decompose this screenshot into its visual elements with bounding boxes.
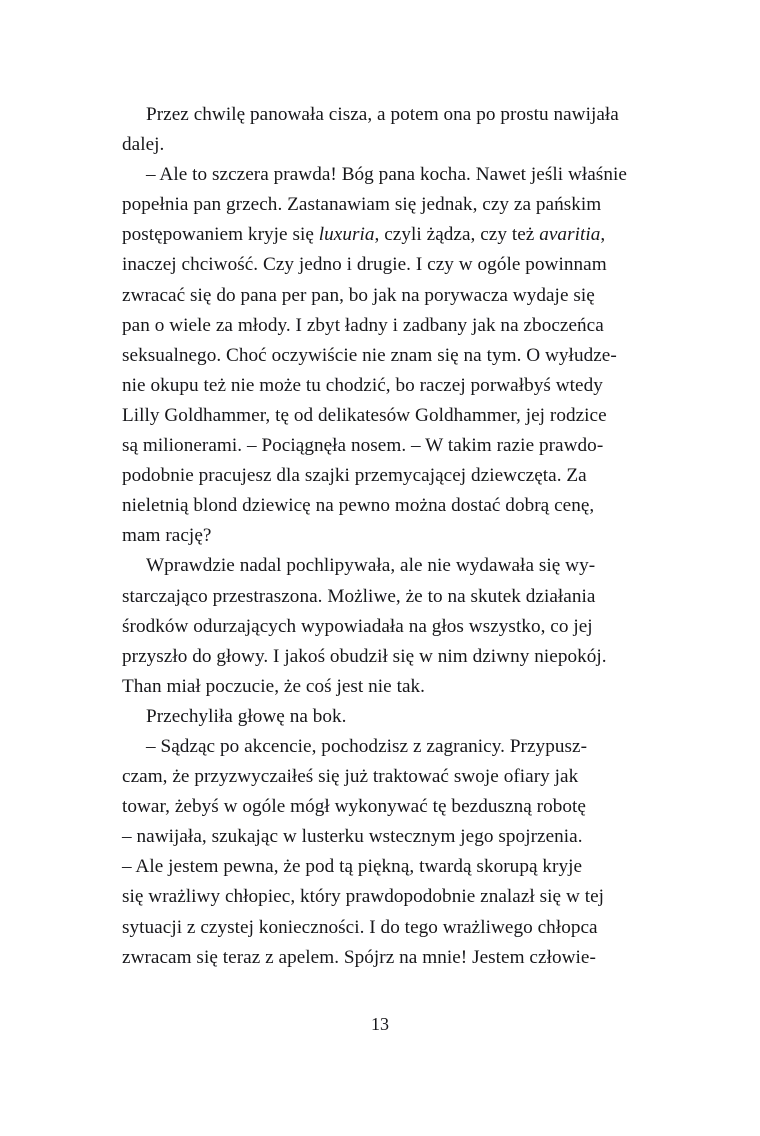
page-number: 13 xyxy=(371,1014,389,1034)
italic-term: luxuria xyxy=(318,224,375,246)
text-line: nieletnią blond dziewicę na pewno można dostać dobrą cenę, xyxy=(122,495,595,517)
text-line: starczająco przestraszona. Możliwe, że to na skutek działania xyxy=(122,585,596,607)
body-text xyxy=(122,100,638,973)
text-line: towar, żebyś w ogóle mógł wykonywać tę bezduszną robotę xyxy=(122,796,586,818)
text-line: zwracam się teraz z apelem. Spójrz na mnie! Jestem człowie- xyxy=(122,946,596,968)
text-line: – nawijała, szukając w lusterku wstecznym jego spojrzenia. xyxy=(122,826,583,848)
text-line: popełnia pan grzech. Zastanawiam się jednak, czy za pańskim xyxy=(122,194,602,216)
text-line: dalej. xyxy=(122,134,165,156)
text-line: inaczej chciwość. Czy jedno i drugie. I czy w ogóle powinnam xyxy=(122,254,607,276)
text-line: czam, że przyzwyczaiłeś się już traktować swoje ofiary jak xyxy=(122,766,579,788)
text-line: – Ale jestem pewna, że pod tą piękną, twardą skorupą kryje xyxy=(122,856,583,878)
text-line: – Ale to szczera prawda! Bóg pana kocha. Nawet jeśli właśnie xyxy=(146,164,627,186)
text-line: sytuacji z czystej konieczności. I do tego wrażliwego chłopca xyxy=(122,916,598,938)
text-line: postępowaniem kryje się luxuria, czyli żądza, czy też avaritia, xyxy=(122,224,606,246)
text-line: Przez chwilę panowała cisza, a potem ona po prostu nawijała xyxy=(146,104,619,125)
text-line: są milionerami. – Pociągnęła nosem. – W takim razie prawdo- xyxy=(122,435,604,457)
text-line: – Sądząc po akcencie, pochodzisz z zagranicy. Przypusz- xyxy=(146,735,588,757)
text-line: mam rację? xyxy=(122,525,212,547)
text-line: Lilly Goldhammer, tę od delikatesów Goldhammer, jej rodzice xyxy=(122,404,607,426)
text-line: pan o wiele za młody. I zbyt ładny i zadbany jak na zboczeńca xyxy=(122,314,604,336)
text-line: przyszło do głowy. I jakoś obudził się w nim dziwny niepokój. xyxy=(122,645,607,667)
text-line: środków odurzających wypowiadała na głos wszystko, co jej xyxy=(122,615,593,637)
text-line: seksualnego. Choć oczywiście nie znam się na tym. O wyłudze- xyxy=(122,344,617,366)
text-line: Wprawdzie nadal pochlipywała, ale nie wydawała się wy- xyxy=(146,555,596,577)
text-line: nie okupu też nie może tu chodzić, bo raczej porwałbyś wtedy xyxy=(122,374,603,396)
text-line: podobnie pracujesz dla szajki przemycającej dziewczęta. Za xyxy=(122,465,587,487)
italic-term: avaritia xyxy=(539,224,601,246)
text-line: Przechyliła głowę na bok. xyxy=(146,705,347,727)
text-line: się wrażliwy chłopiec, który prawdopodobnie znalazł się w tej xyxy=(122,886,605,908)
text-line: Than miał poczucie, że coś jest nie tak. xyxy=(122,675,426,697)
text-line: zwracać się do pana per pan, bo jak na porywacza wydaje się xyxy=(122,284,595,306)
